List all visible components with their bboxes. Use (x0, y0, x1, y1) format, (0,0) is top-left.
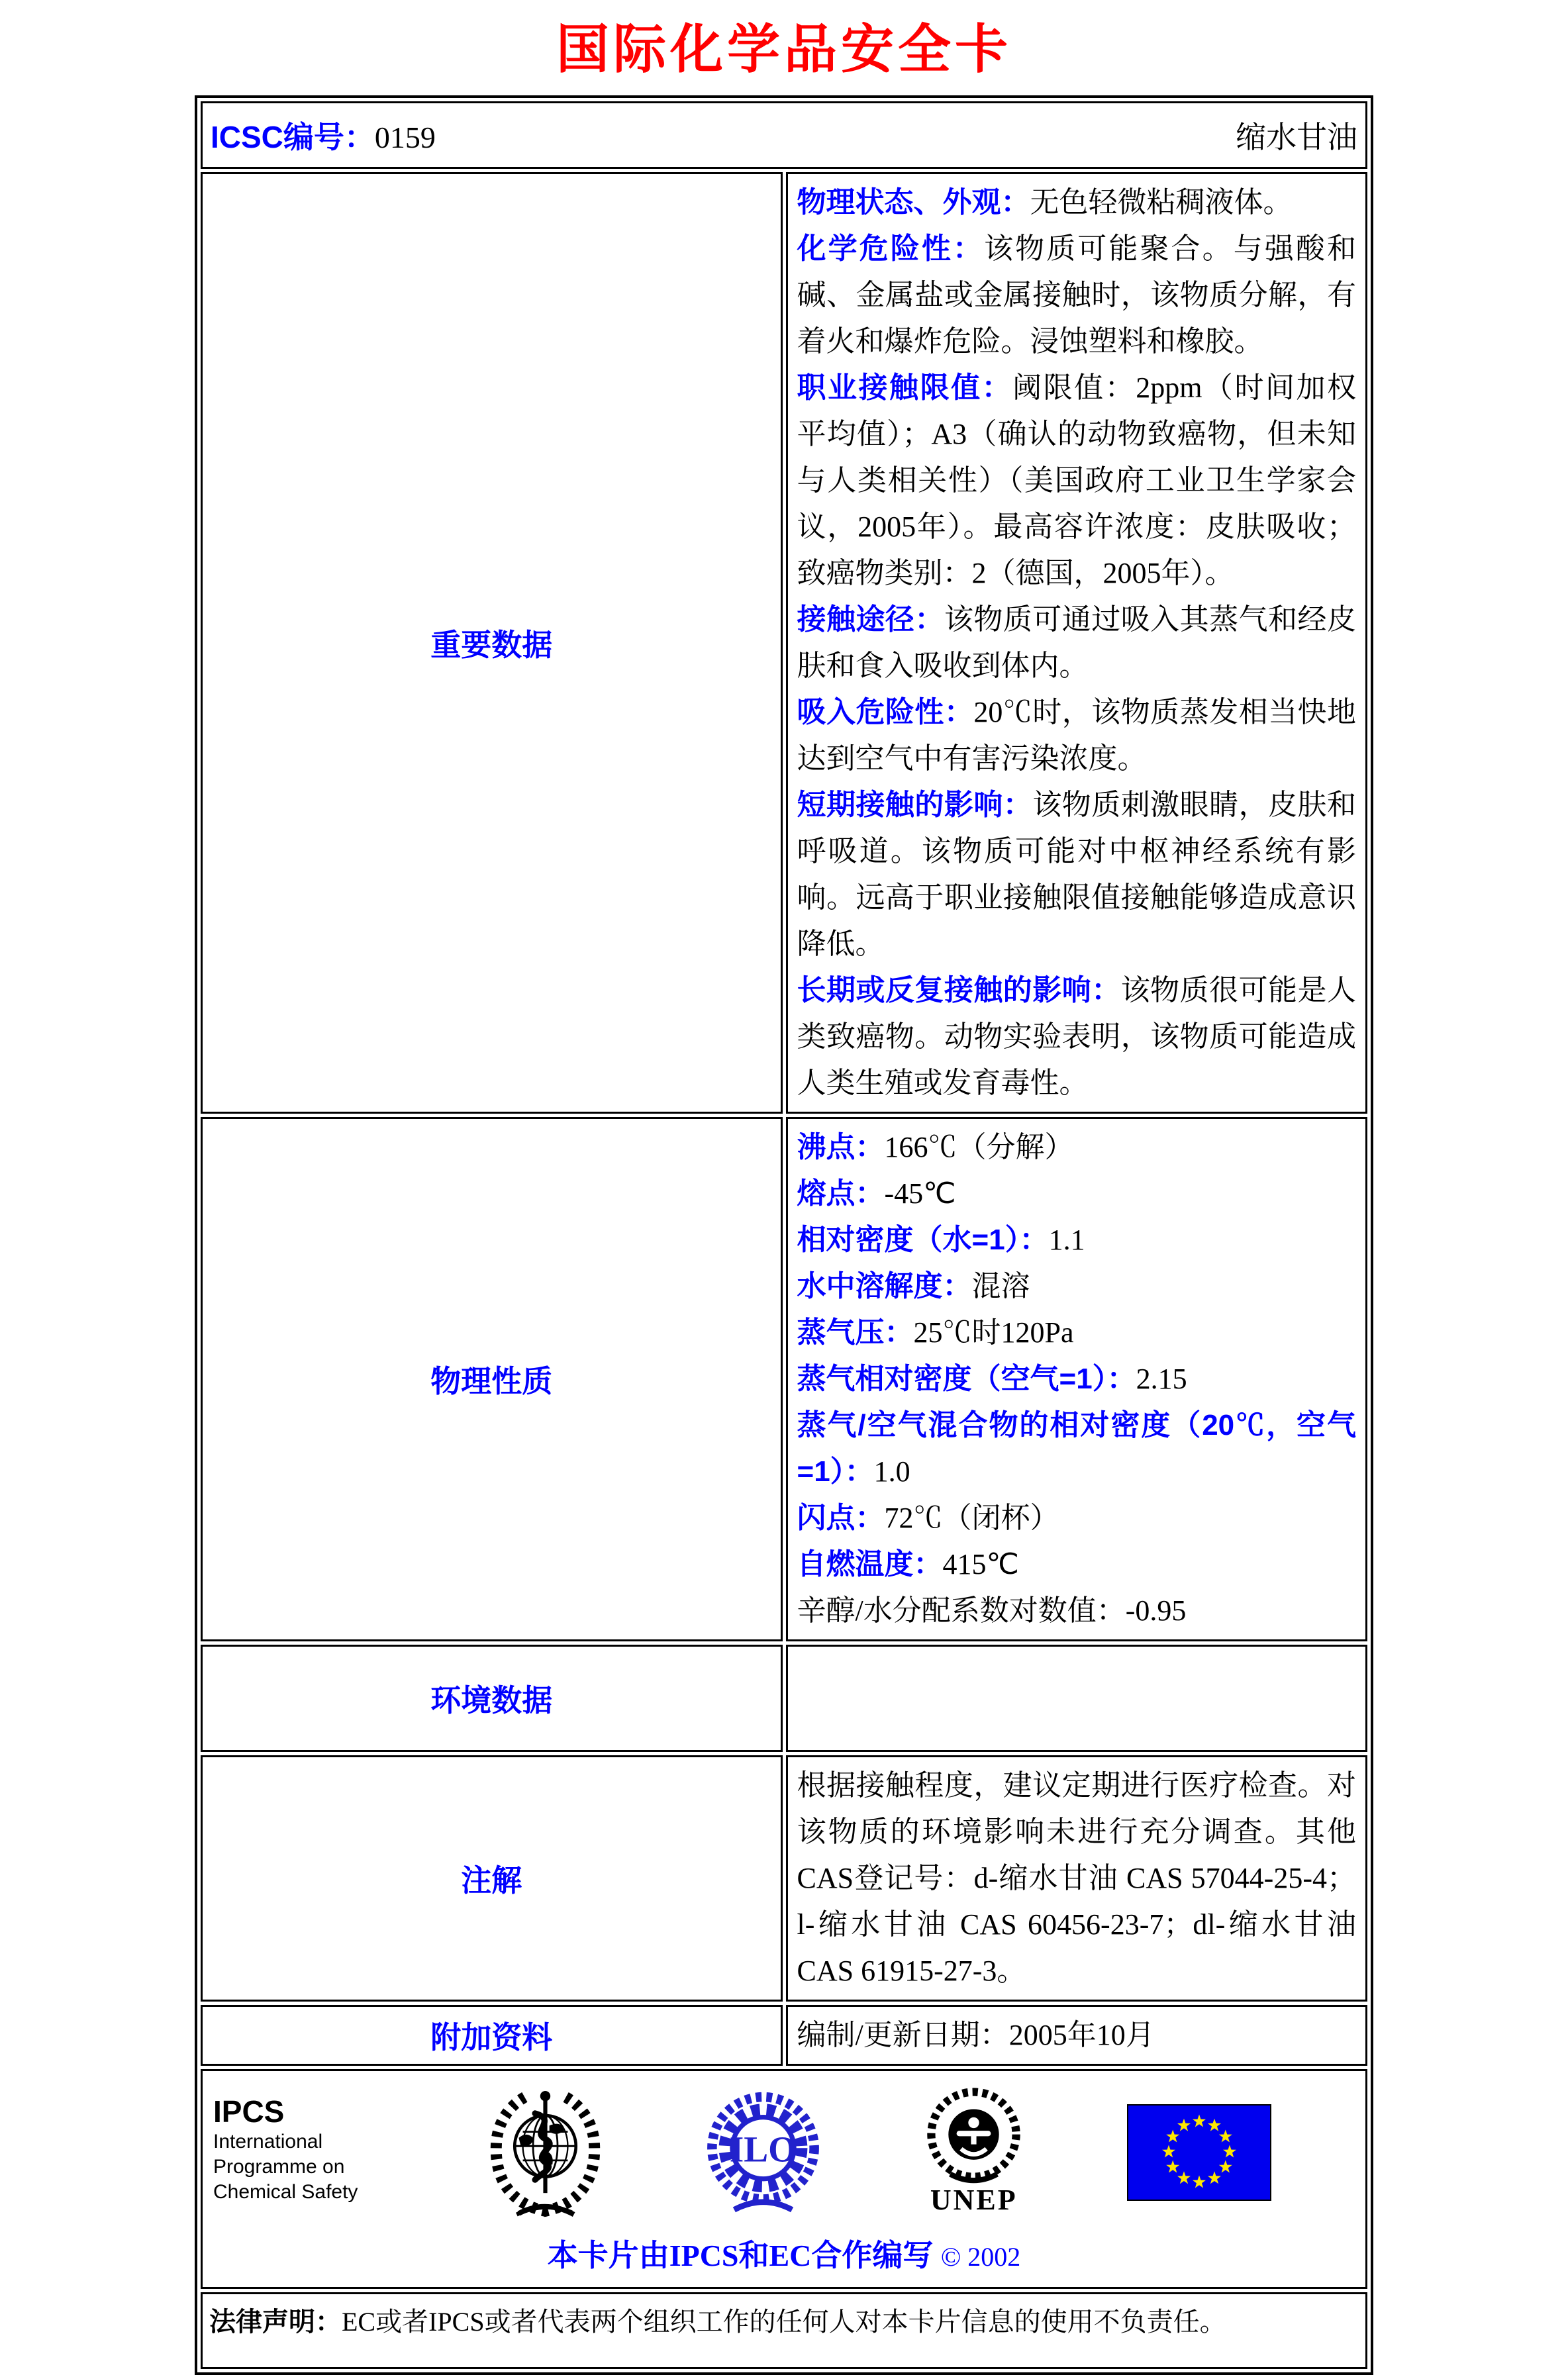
important-data-item: 吸入危险性：20℃时，该物质蒸发相当快地达到空气中有害污染浓度。 (797, 696, 1357, 775)
important-data-item: 职业接触限值：阈限值：2ppm（时间加权平均值）；A3（确认的动物致癌物，但未知与人类相关性）（美国政府工业卫生学家会议，2005年）。最高容许浓度：皮肤吸收；致癌物类别：2（德国，2005年）。 (797, 371, 1356, 589)
additional-info-row (201, 2005, 1367, 2066)
important-data-content (786, 172, 1368, 1114)
copyright: © 2002 (940, 2242, 1021, 2272)
ilo-logo-icon (705, 2088, 821, 2221)
physical-property-item: 沸点：166℃（分解） (797, 1131, 1074, 1163)
physical-property-item: 水中溶解度：混溶 (797, 1270, 1030, 1302)
important-data-item: 物理状态、外观：无色轻微粘稠液体。 (797, 186, 1293, 218)
physical-properties-row (201, 1117, 1367, 1641)
important-data-row (201, 172, 1367, 1114)
physical-property-item: 蒸气相对密度（空气=1）：2.15 (797, 1363, 1187, 1395)
notes-content: 根据接触程度，建议定期进行医疗检查。对该物质的环境影响未进行充分调查。其他CAS登记号：d-缩水甘油 CAS 57044-25-4；l-缩水甘油 CAS 60456-23-7；dl-缩水甘油 CAS 61915-27-3。 (786, 1755, 1368, 2002)
physical-property-item: 闪点：72℃（闭杯） (797, 1502, 1059, 1534)
legal-label: 法律声明： (209, 2307, 342, 2337)
chemical-name: 缩水甘油 (1236, 121, 1357, 154)
physical-property-item: 蒸气压：25℃时120Pa (797, 1316, 1074, 1349)
header-row (201, 101, 1367, 169)
environmental-data-row (201, 1645, 1367, 1752)
icsc-card-table (195, 95, 1373, 2375)
physical-property-item: 熔点：-45℃ (797, 1177, 956, 1210)
physical-properties-label: 物理性质 (201, 1117, 783, 1641)
physical-property-item: 蒸气/空气混合物的相对密度（20℃，空气=1）：1.0 (797, 1409, 1356, 1488)
notes-row (201, 1755, 1367, 2002)
physical-property-item: 相对密度（水=1）：1.1 (797, 1224, 1085, 1256)
important-data-item: 长期或反复接触的影响：该物质很可能是人类致癌物。动物实验表明，该物质可能造成人类生殖或发育毒性。 (797, 974, 1357, 1099)
additional-info-label: 附加资料 (201, 2005, 783, 2066)
icsc-number-label: ICSC编号： (211, 120, 375, 154)
important-data-item: 化学危险性：该物质可能聚合。与强酸和碱、金属盐或金属接触时，该物质分解，有着火和爆炸危险。浸蚀塑料和橡胶。 (797, 232, 1357, 358)
legal-row (201, 2292, 1367, 2369)
environmental-data-content (786, 1645, 1368, 1752)
physical-property-item: 辛醇/水分配系数对数值：-0.95 (797, 1594, 1187, 1627)
legal-notice (201, 2292, 1367, 2369)
ipcs-label-block: IPCS International Programme on Chemical Safety (213, 2083, 385, 2205)
unep-caption: UNEP (930, 2184, 1018, 2216)
physical-property-item: 自燃温度：415℃ (797, 1548, 1019, 1580)
logos-row (201, 2069, 1367, 2289)
important-data-item: 短期接触的影响：该物质刺激眼睛，皮肤和呼吸道。该物质可能对中枢神经系统有影响。远高于职业接触限值接触能够造成意识降低。 (797, 789, 1357, 960)
legal-text: EC或者IPCS或者代表两个组织工作的任何人对本卡片信息的使用不负责任。 (342, 2307, 1226, 2337)
physical-properties-content (786, 1117, 1368, 1641)
credit-line: 本卡片由IPCS和EC合作编写 © 2002 (547, 2239, 1021, 2272)
unep-logo-icon (919, 2086, 1028, 2217)
important-data-label: 重要数据 (201, 172, 783, 1114)
environmental-data-label: 环境数据 (201, 1645, 783, 1752)
notes-label: 注解 (201, 1755, 783, 2002)
icsc-number-field (211, 113, 436, 157)
who-logo-icon (484, 2084, 607, 2223)
icsc-number-value: 0159 (374, 121, 436, 154)
ipcs-acronym: IPCS (213, 2094, 285, 2129)
eu-flag-icon (1127, 2104, 1271, 2204)
page-title: 国际化学品安全卡 (556, 18, 1012, 80)
important-data-item: 接触途径：该物质可通过吸入其蒸气和经皮肤和食入吸收到体内。 (797, 603, 1357, 682)
svg-text:ILO: ILO (729, 2129, 797, 2170)
additional-info-content: 编制/更新日期：2005年10月 (786, 2005, 1368, 2066)
